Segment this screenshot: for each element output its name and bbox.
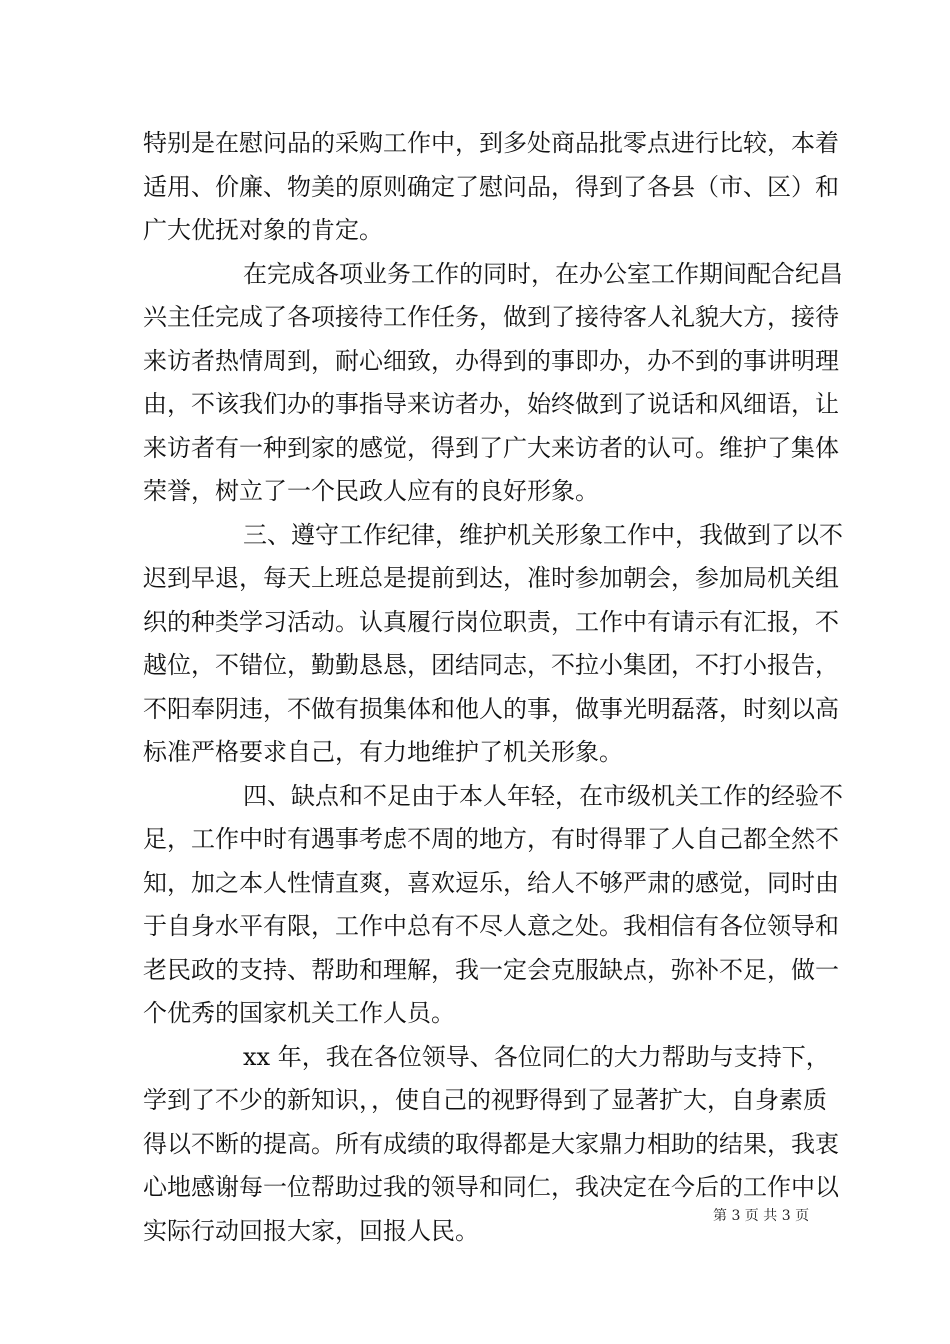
page-number: 第 3 页 共 3 页 [713,1208,810,1224]
text-line: 心地感谢每一位帮助过我的领导和同仁，我决定在今后的工作中以 [143,1173,839,1201]
text-line: 个优秀的国家机关工作人员。 [143,999,455,1027]
document-body [143,122,843,1253]
text-line: 织的种类学习活动。认真履行岗位职责，工作中有请示有汇报，不 [143,607,839,636]
text-line: 实际行动回报大家，回报人民。 [143,1216,479,1245]
text-line: 适用、价廉、物美的原则确定了慰问品，得到了各县（市、区）和 [143,172,839,201]
text-line: 老民政的支持、帮助和理解，我一定会克服缺点，弥补不足，做一 [143,955,839,984]
paragraph-start-line: xx 年，我在各位领导、各位同仁的大力帮助与支持下， [243,1042,830,1071]
text-line: 标准严格要求自己，有力地维护了机关形象。 [143,738,623,766]
text-line: 学到了不少的新知识，，使自己的视野得到了显著扩大，自身素质 [143,1086,827,1114]
paragraph-start-line: 在完成各项业务工作的同时，在办公室工作期间配合纪昌 [243,259,843,288]
text-line: 由，不该我们办的事指导来访者办，始终做到了说话和风细语，让 [143,390,839,418]
paragraph-start-line: 四、缺点和不足由于本人年轻，在市级机关工作的经验不 [243,781,843,810]
text-line: 迟到早退，每天上班总是提前到达，准时参加朝会，参加局机关组 [143,564,839,592]
paragraph-start-line: 三、遵守工作纪律，维护机关形象工作中，我做到了以不 [243,520,843,549]
text-line: 兴主任完成了各项接待工作任务，做到了接待客人礼貌大方，接待 [143,303,839,331]
text-line: 于自身水平有限，工作中总有不尽人意之处。我相信有各位领导和 [143,912,839,940]
text-line: 得以不断的提高。所有成绩的取得都是大家鼎力相助的结果，我衷 [143,1129,839,1158]
text-line: 足，工作中时有遇事考虑不周的地方，有时得罪了人自己都全然不 [143,825,839,853]
text-line: 不阳奉阴违，不做有损集体和他人的事，做事光明磊落，时刻以高 [143,694,839,723]
text-line: 广大优抚对象的肯定。 [143,216,383,244]
text-line: 知，加之本人性情直爽，喜欢逗乐，给人不够严肃的感觉，同时由 [143,868,839,897]
text-line: 来访者热情周到，耐心细致，办得到的事即办，办不到的事讲明理 [143,346,839,375]
text-line: 越位，不错位，勤勤恳恳，团结同志，不拉小集团，不打小报告， [143,651,839,679]
text-line: 荣誉，树立了一个民政人应有的良好形象。 [143,477,599,505]
text-line: 来访者有一种到家的感觉，得到了广大来访者的认可。维护了集体 [143,433,839,462]
text-line: 特别是在慰问品的采购工作中，到多处商品批零点进行比较，本着 [143,129,839,157]
